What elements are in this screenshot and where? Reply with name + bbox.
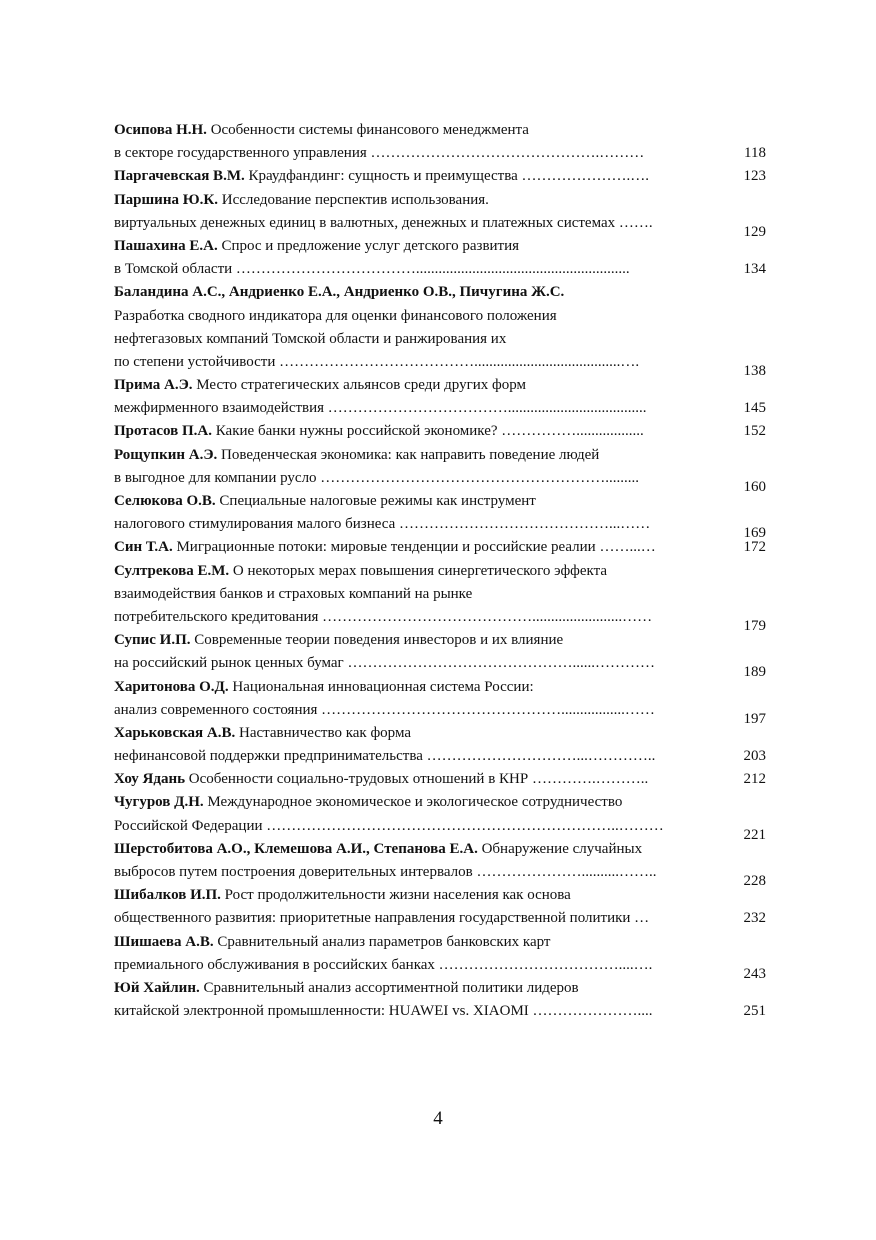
toc-title: межфирменного взаимодействия ……………………………….....................................: [114, 400, 647, 417]
toc-title: Российской Федерации ……………………………………………………………..………: [114, 817, 664, 834]
toc-line-text: [114, 907, 714, 930]
toc-page-number: 243: [743, 965, 766, 982]
toc-line: [114, 258, 766, 281]
toc-entry: [114, 560, 766, 634]
toc-line-text: [114, 305, 714, 328]
toc-line: [114, 328, 766, 351]
toc-page-number: 169: [743, 525, 766, 542]
toc-page-number: 134: [743, 261, 766, 278]
toc-line: [114, 838, 766, 861]
toc-title: Обнаружение случайных: [477, 840, 643, 857]
toc-page-number: 221: [743, 826, 766, 843]
toc-page-number: 152: [743, 423, 766, 440]
toc-line: [114, 745, 766, 768]
toc-entry: [114, 931, 766, 982]
toc-page-number: 118: [744, 145, 766, 162]
toc-line-text: [114, 954, 714, 977]
toc-line: [114, 142, 766, 165]
toc-line-text: [114, 791, 714, 814]
toc-line-text: [114, 699, 714, 722]
toc-line-text: [114, 722, 714, 745]
toc-page-number: 129: [743, 223, 766, 240]
toc-title: взаимодействия банков и страховых компаний на рынке: [114, 585, 473, 602]
toc-line-text: [114, 258, 714, 281]
toc-author: Шерстобитова А.О., Клемешова А.И., Степанова Е.А.: [114, 840, 478, 857]
toc-title: Международное экономическое и экологическое сотрудничество: [203, 794, 623, 811]
toc-line-text: [114, 745, 714, 768]
toc-line: [114, 815, 766, 843]
toc-line: [114, 444, 766, 467]
toc-title: Сравнительный анализ параметров банковских карт: [213, 933, 551, 950]
toc-title: Наставничество как форма: [235, 724, 411, 741]
toc-line: [114, 560, 766, 583]
toc-page-number: 212: [743, 771, 766, 788]
toc-entry: [114, 536, 766, 559]
toc-line: [114, 281, 766, 304]
toc-page-number: 197: [743, 710, 766, 727]
toc-page-number: 251: [743, 1003, 766, 1020]
toc-page-number: 232: [743, 910, 766, 927]
toc-entry: [114, 629, 766, 681]
toc-line-text: [114, 861, 714, 884]
toc-title: Сравнительный анализ ассортиментной политики лидеров: [199, 979, 579, 996]
toc-title: по степени устойчивости ………………………………….......................................….: [114, 353, 640, 370]
toc-author: Пашахина Е.А.: [114, 237, 218, 254]
toc-title: выбросов путем построения доверительных интервалов …………………..........……..: [114, 864, 657, 880]
toc-line: [114, 768, 766, 791]
page-number: 4: [433, 1108, 443, 1129]
toc-author: Юй Хайлин.: [114, 979, 200, 996]
toc-line-text: [114, 467, 714, 490]
toc-title: Краудфандинг: сущность и преимущества ………………….….: [244, 168, 650, 185]
toc-line: [114, 791, 766, 814]
toc-author: Харьковская А.В.: [114, 724, 236, 741]
toc-entry: [114, 374, 766, 420]
toc-line: [114, 954, 766, 982]
toc-title: Рост продолжительности жизни населения как основа: [220, 887, 571, 904]
toc-title: нефинансовой поддержки предпринимательства …………………………...…………..: [114, 748, 656, 765]
toc-title: О некоторых мерах повышения синергетического эффекта: [229, 562, 608, 579]
toc-title: Место стратегических альянсов среди других форм: [192, 377, 526, 394]
toc-author: Паргачевская В.М.: [114, 168, 245, 185]
toc-line: [114, 722, 766, 745]
toc-line-text: [114, 560, 714, 583]
toc-line-text: [114, 884, 714, 907]
toc-line-text: [114, 397, 714, 420]
toc-entry: [114, 768, 766, 791]
toc-entry: [114, 189, 766, 240]
toc-line-text: [114, 189, 714, 212]
toc-line-text: [114, 420, 714, 443]
toc-line-text: [114, 676, 714, 699]
toc-line: [114, 212, 766, 240]
toc-line-text: [114, 606, 714, 629]
toc-entry: [114, 444, 766, 495]
toc-line: [114, 931, 766, 954]
toc-line: [114, 606, 766, 634]
toc-line-text: [114, 931, 714, 954]
toc-author: Хоу Ядань: [114, 771, 186, 788]
toc-title: в Томской области ……………………………….........................................................: [114, 261, 630, 278]
toc-line-text: [114, 165, 714, 188]
toc-title: Особенности системы финансового менеджмента: [206, 122, 529, 138]
toc-page-number: 123: [743, 168, 766, 185]
toc-entry: [114, 235, 766, 281]
toc-title: Поведенческая экономика: как направить поведение людей: [217, 446, 600, 463]
toc-title: в выгодное для компании русло ………………………………………………….........: [114, 469, 640, 486]
toc-line: [114, 699, 766, 727]
toc-line: [114, 652, 766, 681]
toc-line: [114, 374, 766, 397]
toc-line: [114, 861, 766, 889]
toc-page-number: 179: [743, 617, 766, 634]
toc-line: [114, 907, 766, 930]
toc-line-text: [114, 536, 714, 559]
toc-page-number: 203: [743, 748, 766, 765]
toc-page-number: 189: [743, 664, 766, 681]
toc-title: в секторе государственного управления ……………………………………….………: [114, 145, 645, 162]
toc-line: [114, 629, 766, 652]
toc-entry: [114, 884, 766, 930]
toc-line: [114, 165, 766, 188]
toc-author: Султрекова Е.М.: [114, 562, 230, 579]
toc-title: нефтегазовых компаний Томской области и ранжирования их: [114, 330, 507, 347]
toc-author: Паршина Ю.К.: [114, 191, 218, 208]
toc-line-text: [114, 838, 714, 861]
toc-author: Рощупкин А.Э.: [114, 446, 218, 463]
toc-line-text: [114, 328, 714, 351]
toc-author: Протасов П.А.: [114, 423, 212, 440]
toc-line-text: [114, 444, 714, 467]
toc-author: Син Т.А.: [114, 539, 173, 556]
toc-author: Селюкова О.В.: [114, 493, 216, 509]
toc-line-text: [114, 235, 714, 258]
toc-line: [114, 420, 766, 443]
toc-title: Миграционные потоки: мировые тенденции и российские реалии ……...…: [172, 539, 656, 556]
toc-line-text: [114, 281, 714, 304]
toc-title: виртуальных денежных единиц в валютных, денежных и платежных системах …….: [114, 214, 653, 231]
toc-author: Шишаева А.В.: [114, 933, 214, 950]
toc-line: [114, 467, 766, 495]
toc-author: Шибалков И.П.: [114, 887, 221, 904]
toc-line: [114, 1000, 766, 1023]
toc-line-text: [114, 815, 714, 838]
toc-author: Чугуров Д.Н.: [114, 794, 204, 811]
toc-line-text: [114, 513, 714, 536]
toc-entry: [114, 119, 766, 165]
toc-entry: [114, 722, 766, 768]
toc-line: [114, 397, 766, 420]
toc-line-text: [114, 977, 714, 1000]
table-of-contents: [114, 119, 766, 1023]
toc-page-number: 145: [743, 400, 766, 417]
toc-title: Разработка сводного индикатора для оценки финансового положения: [114, 307, 557, 324]
toc-entry: [114, 281, 766, 379]
toc-line: [114, 536, 766, 559]
toc-page-number: 228: [743, 873, 766, 889]
toc-line: [114, 189, 766, 212]
toc-line: [114, 676, 766, 699]
toc-line-text: [114, 351, 714, 374]
toc-title: Спрос и предложение услуг детского развития: [217, 237, 520, 254]
toc-line: [114, 490, 766, 513]
toc-title: Современные теории поведения инвесторов и их влияние: [190, 632, 564, 649]
toc-author: Супис И.П.: [114, 632, 191, 649]
toc-entry: [114, 977, 766, 1023]
toc-line-text: [114, 212, 714, 235]
toc-line-text: [114, 583, 714, 606]
toc-title: анализ современного состояния ………………………………………….................……: [114, 701, 655, 718]
toc-title: китайской электронной промышленности: HUAWEI vs. XIAOMI …………………....: [114, 1003, 653, 1020]
toc-line: [114, 977, 766, 1000]
toc-title: на российский рынок ценных бумаг ………………………………………......…………: [114, 655, 655, 672]
toc-line-text: [114, 119, 714, 142]
toc-entry: [114, 490, 766, 542]
toc-line: [114, 235, 766, 258]
toc-line: [114, 119, 766, 142]
toc-entry: [114, 791, 766, 843]
toc-title: Какие банки нужны российской экономике? ……………..................: [212, 423, 644, 440]
toc-entry: [114, 838, 766, 889]
toc-line: [114, 351, 766, 379]
toc-line: [114, 884, 766, 907]
toc-author: Прима А.Э.: [114, 377, 193, 394]
toc-entry: [114, 165, 766, 188]
toc-page-number: 172: [743, 539, 766, 556]
toc-page-number: 160: [743, 478, 766, 495]
toc-title: Особенности социально-трудовых отношений в КНР ………….………..: [185, 771, 649, 788]
toc-line-text: [114, 652, 714, 675]
toc-line: [114, 583, 766, 606]
toc-author: Баландина А.С., Андриенко Е.А., Андриенко О.В., Пичугина Ж.С.: [114, 284, 565, 301]
toc-title: Исследование перспектив использования.: [217, 191, 489, 208]
toc-line: [114, 305, 766, 328]
toc-title: общественного развития: приоритетные направления государственной политики …: [114, 910, 650, 927]
toc-line-text: [114, 142, 714, 165]
toc-line-text: [114, 374, 714, 397]
toc-title: Специальные налоговые режимы как инструмент: [215, 493, 536, 509]
toc-title: премиального обслуживания в российских банках ………………………………....….: [114, 956, 653, 973]
toc-author: Харитонова О.Д.: [114, 678, 229, 695]
toc-line: [114, 513, 766, 542]
toc-line-text: [114, 629, 714, 652]
toc-line-text: [114, 768, 714, 791]
toc-line-text: [114, 1000, 714, 1023]
toc-line-text: [114, 490, 714, 513]
toc-title: Национальная инновационная система России:: [228, 678, 534, 695]
toc-page-number: 138: [743, 362, 766, 379]
toc-entry: [114, 420, 766, 443]
toc-author: Осипова Н.Н.: [114, 122, 207, 138]
toc-entry: [114, 676, 766, 727]
toc-title: налогового стимулирования малого бизнеса ……………………………………...……: [114, 516, 651, 533]
toc-title: потребительского кредитования ……………………………………........................……: [114, 608, 653, 625]
